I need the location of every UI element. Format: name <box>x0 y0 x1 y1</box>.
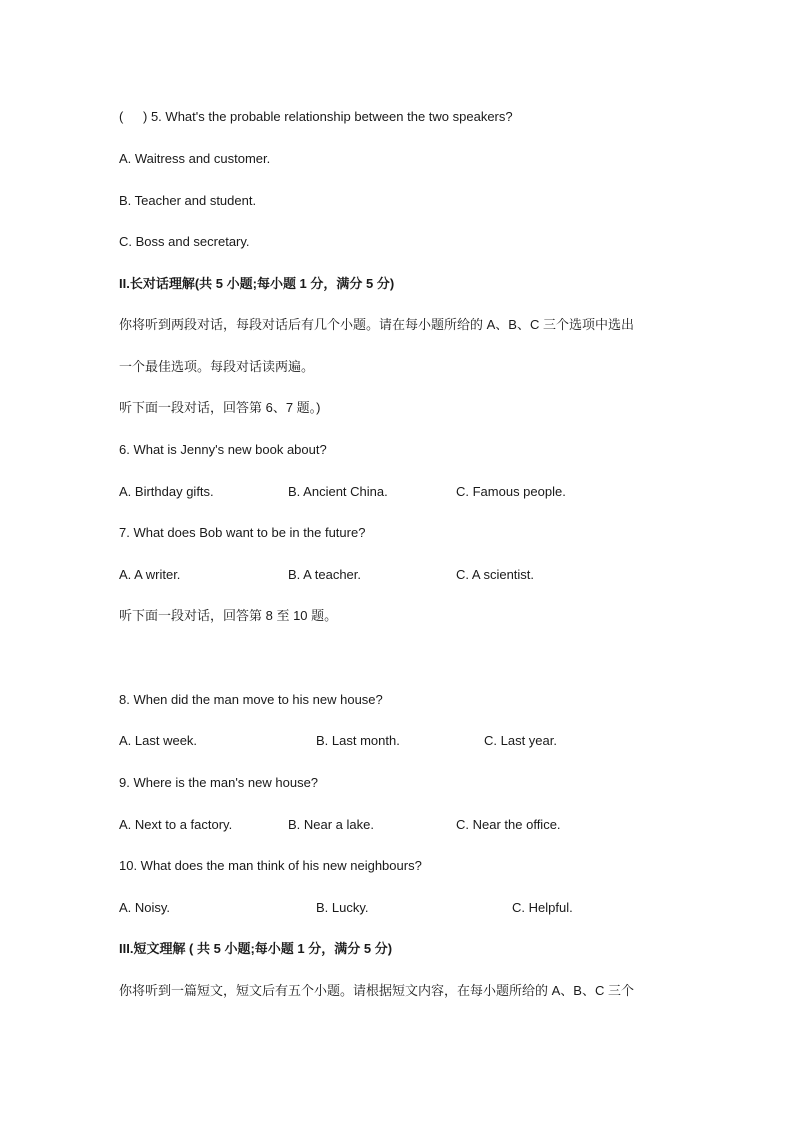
q5-option-a: A. Waitress and customer. <box>119 151 271 166</box>
answer-bracket-close: ) 5. <box>143 109 162 124</box>
section-2-instruction-2: 一个最佳选项。每段对话读两遍。 <box>119 359 315 374</box>
section-2-heading: II.长对话理解(共 5 小题;每小题 1 分，满分 5 分) <box>119 276 395 291</box>
q10-option-a: A. Noisy. <box>119 900 171 915</box>
q9-option-a: A. Next to a factory. <box>119 817 233 832</box>
q8-option-a: A. Last week. <box>119 733 198 748</box>
question-6: 6. What is Jenny's new book about? <box>119 442 327 457</box>
dialogue-2-intro: 听下面一段对话，回答第 8 至 10 题。 <box>119 608 338 623</box>
question-5-text: What's the probable relationship between the two speakers? <box>165 109 513 124</box>
q6-option-c: C. Famous people. <box>456 484 566 499</box>
question-5 <box>119 109 513 125</box>
question-7: 7. What does Bob want to be in the future? <box>119 525 366 540</box>
q6-option-a: A. Birthday gifts. <box>119 484 214 499</box>
q9-option-c: C. Near the office. <box>456 817 561 832</box>
q9-option-b: B. Near a lake. <box>288 817 374 832</box>
q10-option-b: B. Lucky. <box>316 900 369 915</box>
q6-option-b: B. Ancient China. <box>288 484 388 499</box>
q5-option-b: B. Teacher and student. <box>119 193 257 208</box>
q7-option-b: B. A teacher. <box>288 567 361 582</box>
q10-option-c: C. Helpful. <box>512 900 573 915</box>
q7-option-a: A. A writer. <box>119 567 181 582</box>
question-8: 8. When did the man move to his new house? <box>119 692 383 707</box>
dialogue-1-intro: 听下面一段对话，回答第 6、7 题。) <box>119 400 321 415</box>
q5-option-c: C. Boss and secretary. <box>119 234 250 249</box>
q8-option-b: B. Last month. <box>316 733 400 748</box>
section-2-instruction-1: 你将听到两段对话，每段对话后有几个小题。请在每小题所给的 A、B、C 三个选项中选出 <box>119 317 634 332</box>
answer-bracket-open: ( <box>119 109 124 124</box>
q7-option-c: C. A scientist. <box>456 567 535 582</box>
question-9: 9. Where is the man's new house? <box>119 775 319 790</box>
section-3-instruction-1: 你将听到一篇短文，短文后有五个小题。请根据短文内容，在每小题所给的 A、B、C 三个 <box>119 983 634 998</box>
q8-option-c: C. Last year. <box>484 733 557 748</box>
section-3-heading: III.短文理解 ( 共 5 小题;每小题 1 分，满分 5 分) <box>119 941 393 956</box>
question-10: 10. What does the man think of his new neighbours? <box>119 858 422 873</box>
